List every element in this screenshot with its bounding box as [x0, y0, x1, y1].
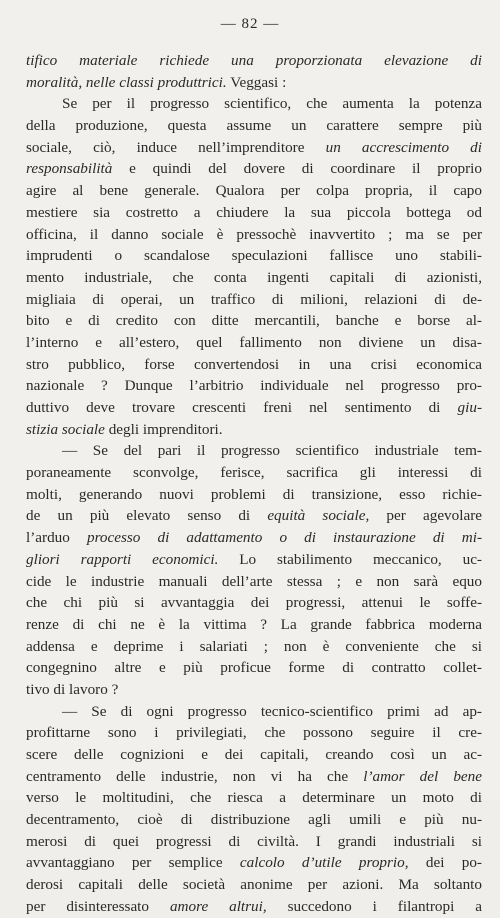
text-line — [26, 115, 482, 137]
body-text — [26, 50, 482, 918]
text-segment: stro pubblico, forse convertendosi in una crisi economica — [26, 355, 482, 373]
text-line — [26, 397, 482, 419]
text-segment: profittarne sono i privilegiati, che possono seguire il cre- — [26, 724, 482, 742]
text-segment: molti, generando nuovi problemi di transizione, esso richie- — [26, 485, 482, 503]
text-segment: per agevolare — [369, 507, 483, 525]
text-line — [26, 505, 482, 527]
text-segment: de un più elevato senso di — [26, 507, 268, 525]
text-line — [26, 614, 482, 636]
text-segment: degli imprenditori. — [104, 420, 223, 438]
text-line — [26, 896, 482, 918]
text-segment: derosi capitali delle società anonime per azioni. Ma soltanto — [26, 876, 482, 894]
italic-phrase: l’amor del bene — [363, 767, 482, 785]
text-line — [26, 831, 482, 853]
text-segment: avvantaggiano per semplice — [26, 854, 240, 872]
text-segment: agire al bene generale. Qualora per colpa propria, il capo — [26, 182, 482, 200]
text-segment: sociale, ciò, induce nell’imprenditore — [26, 138, 326, 156]
text-line — [26, 440, 482, 462]
text-line — [26, 50, 482, 72]
text-segment: della produzione, questa assume un carattere sempre più — [26, 117, 482, 135]
text-line — [26, 72, 482, 94]
text-line — [26, 419, 482, 441]
text-line — [26, 354, 482, 376]
italic-phrase: responsabilità — [26, 160, 113, 178]
text-line — [26, 245, 482, 267]
italic-phrase: processo di adattamento o di instaurazione di mi- — [86, 529, 482, 547]
text-segment: congegnino altre e più proficue forme di contratto collet- — [26, 659, 482, 677]
text-line — [26, 93, 482, 115]
text-line — [26, 809, 482, 831]
text-segment: merosi di quei progressi di civiltà. I grandi industriali si — [26, 832, 482, 850]
text-segment: nazionale ? Dunque l’arbitrio individuale nel progresso pro- — [26, 377, 482, 395]
text-segment: dei po- — [408, 854, 482, 872]
italic-phrase: amore altrui, — [169, 897, 267, 915]
text-line — [26, 744, 482, 766]
text-segment: addensa e deprime i salariati ; non è conveniente che si — [26, 637, 482, 655]
text-segment: imprudenti o scandalose speculazioni fallisce uno stabili- — [26, 247, 482, 265]
text-segment: mestiere sia costretto a chiudere la sua piccola bottega od — [26, 203, 482, 221]
text-segment: — Se del pari il progresso scientifico industriale tem- — [62, 442, 482, 460]
italic-phrase: gliori rapporti economici. — [26, 550, 219, 568]
text-segment: l’interno e all’estero, quel fallimento non diviene un disa- — [26, 333, 482, 351]
text-segment: bito e di credito con ditte mercantili, banche e borse al- — [26, 312, 482, 330]
italic-phrase: stizia sociale — [26, 420, 105, 438]
text-segment: — Se di ogni progresso tecnico-scientifico primi ad ap- — [62, 702, 482, 720]
text-segment: verso le moltitudini, che riesca a determinare un moto di — [26, 789, 482, 807]
text-segment: succedono i filantropi a — [266, 897, 482, 915]
text-segment: per disinteressato — [26, 897, 170, 915]
text-line — [26, 787, 482, 809]
text-line — [26, 224, 482, 246]
italic-phrase: moralità, nelle classi produttrici. — [26, 73, 227, 91]
text-segment: mento industriale, che conta ingenti capitali di azionisti, — [26, 268, 482, 286]
text-line — [26, 332, 482, 354]
text-segment: e quindi del dovere di coordinare il proprio — [112, 160, 482, 178]
italic-phrase: giu- — [457, 399, 482, 416]
text-segment: tivo di lavoro ? — [26, 680, 119, 698]
text-segment: scere delle cognizioni e dei capitali, creando così un ac- — [26, 746, 482, 763]
text-line — [26, 137, 482, 159]
text-segment: Veggasi : — [226, 73, 287, 91]
text-line — [26, 484, 482, 506]
text-line — [26, 549, 482, 571]
text-line — [26, 571, 482, 593]
page-number: — 82 — — [220, 16, 280, 32]
text-segment: Se per il progresso scientifico, che aumenta la potenza — [62, 95, 482, 113]
text-line — [26, 766, 482, 788]
text-line — [26, 701, 482, 723]
text-segment: Lo stabilimento meccanico, uc- — [218, 550, 482, 568]
text-line — [26, 289, 482, 311]
text-line — [26, 375, 482, 397]
text-segment: l’arduo — [26, 529, 87, 547]
text-line — [26, 636, 482, 658]
text-line — [26, 462, 482, 484]
text-line — [26, 158, 482, 180]
text-line — [26, 202, 482, 224]
text-line — [26, 852, 482, 874]
text-line — [26, 722, 482, 744]
text-line — [26, 679, 482, 701]
text-line — [26, 874, 482, 896]
italic-phrase: equità sociale, — [267, 507, 370, 525]
italic-phrase: calcolo d’utile proprio, — [239, 854, 409, 872]
text-segment: centramento delle industrie, non vi ha che — [26, 767, 364, 785]
text-segment: che chi più si avvantaggia dei progressi, attenui le soffe- — [26, 594, 482, 612]
text-segment: decentramento, cioè di distribuzione agli umili e più nu- — [26, 811, 482, 829]
italic-phrase: un accrescimento di — [325, 138, 482, 156]
text-segment: duttivo deve trovare crescenti freni nel sentimento di — [26, 399, 458, 416]
italic-phrase: tifico materiale richiede una proporzionata elevazione di — [26, 52, 482, 69]
text-line — [26, 267, 482, 289]
text-line — [26, 657, 482, 679]
text-segment: migliaia di operai, un traffico di milioni, relazioni di de- — [26, 290, 482, 308]
text-segment: cide le industrie manuali dell’arte stessa ; e non sarà equo — [26, 572, 482, 590]
text-segment: renze di chi ne è la vittima ? La grande fabbrica moderna — [26, 615, 482, 633]
text-line — [26, 310, 482, 332]
text-line — [26, 527, 482, 549]
text-segment: poraneamente sconvolge, ferisce, sacrifica gli interessi di — [26, 464, 482, 482]
text-line — [26, 592, 482, 614]
text-segment: officina, il danno sociale è pressochè inavvertito ; ma se per — [26, 225, 482, 243]
text-line — [26, 180, 482, 202]
